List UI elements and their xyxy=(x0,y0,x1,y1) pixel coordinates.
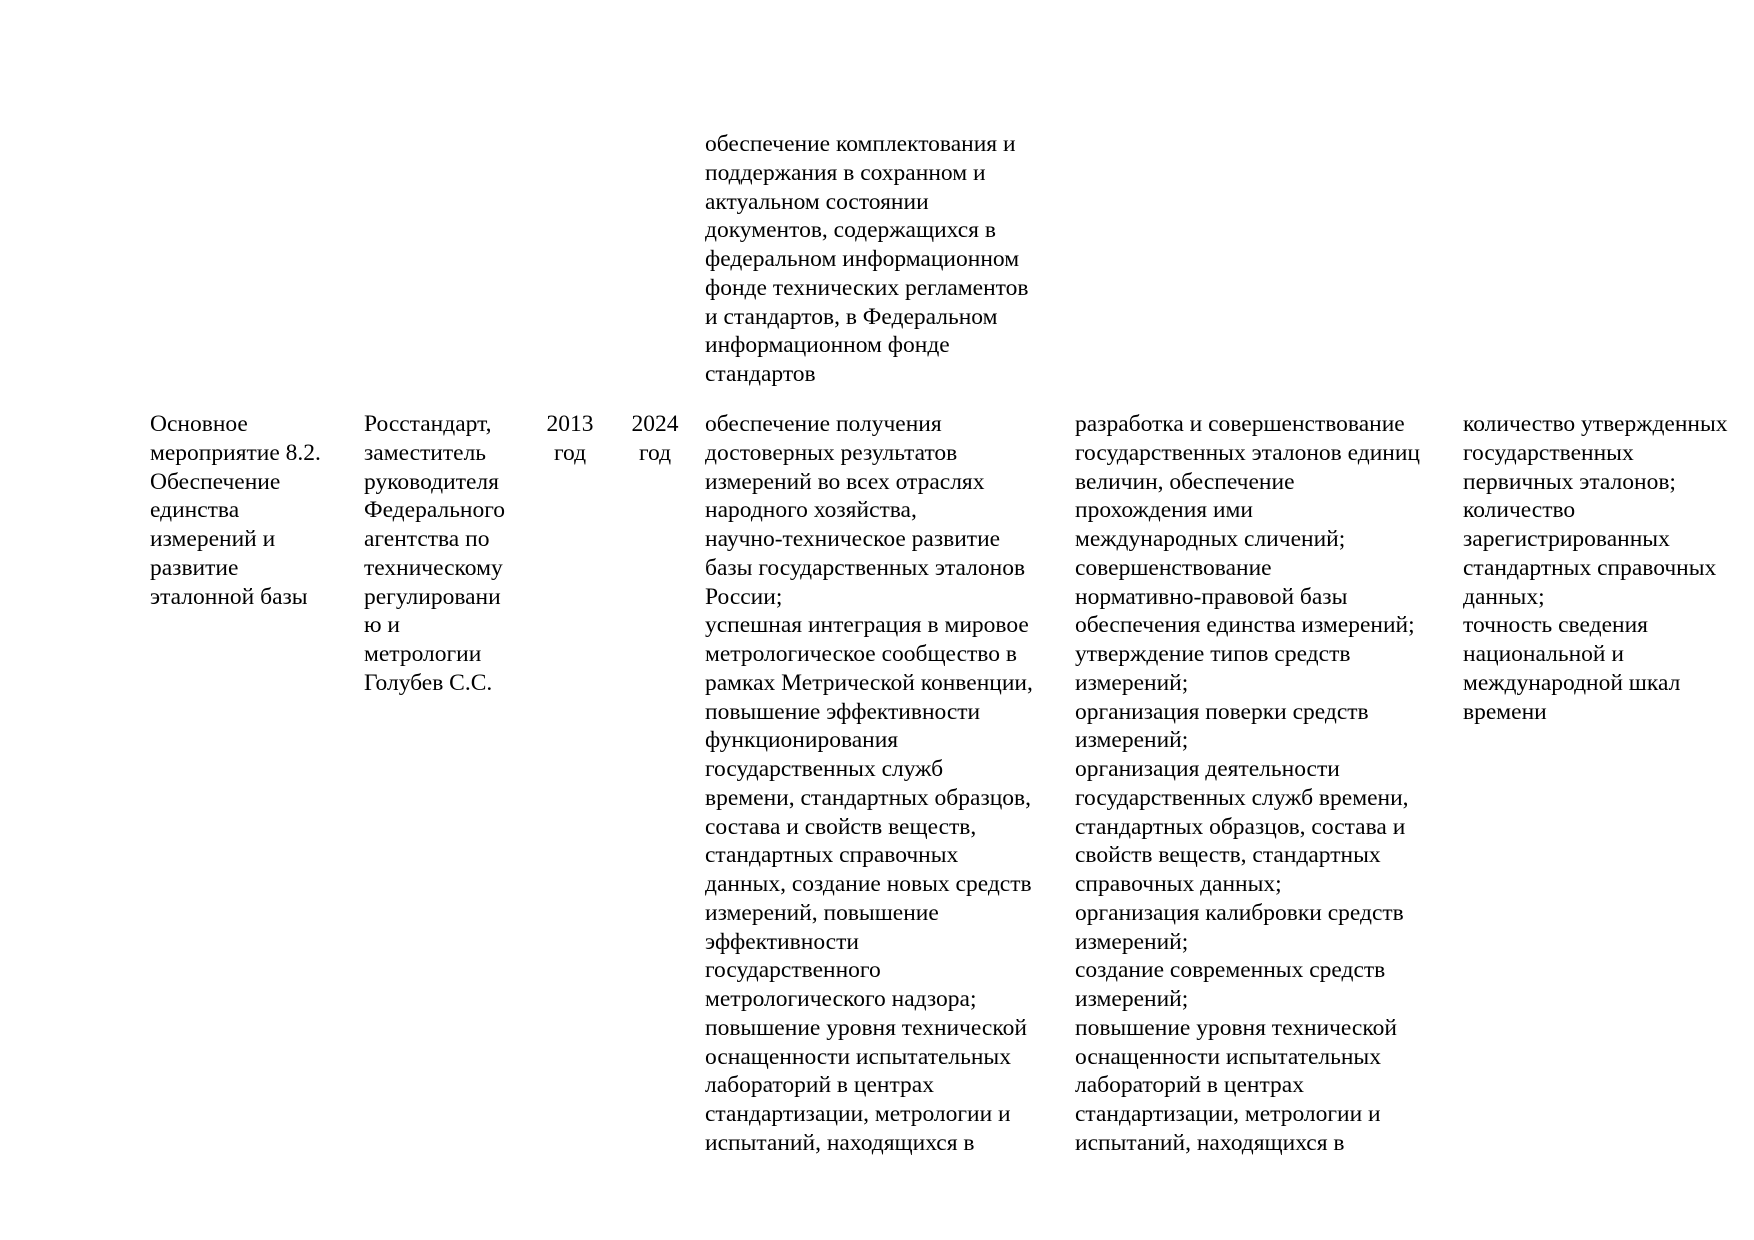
text-line: обеспечение комплектования и xyxy=(705,131,1016,157)
text-line: стандартных справочных xyxy=(705,842,959,869)
text-line: успешная интеграция в мировое xyxy=(705,612,1029,639)
text-line: агентства по xyxy=(364,526,490,552)
text-line: состава и свойств веществ, xyxy=(705,813,977,840)
text-line: рамках Метрической конвенции, xyxy=(705,669,1033,696)
activity-content-cell xyxy=(1075,410,1455,1158)
text-line: эффективности xyxy=(705,928,859,955)
text-line: измерений и xyxy=(150,526,276,552)
text-line: зарегистрированных xyxy=(1463,526,1670,552)
text-line: народного хозяйства, xyxy=(705,497,917,524)
text-line: государственных xyxy=(1463,439,1634,466)
text-line: стандартов xyxy=(705,361,816,387)
text-line: измерений; xyxy=(1075,928,1189,955)
text-line: год xyxy=(638,439,672,466)
text-line: стандартизации, метрологии и xyxy=(705,1101,1011,1127)
text-line: лабораторий в центрах xyxy=(705,1072,934,1099)
text-line: свойств веществ, стандартных xyxy=(1075,842,1381,869)
text-line: Обеспечение xyxy=(150,468,281,495)
text-line: лабораторий в центрах xyxy=(1075,1072,1304,1099)
text-line: научно-техническое развитие xyxy=(705,526,1001,552)
text-line: национальной и xyxy=(1463,641,1624,667)
text-line: утверждение типов средств xyxy=(1075,641,1351,667)
text-line: стандартных справочных xyxy=(1463,554,1717,581)
text-line: величин, обеспечение xyxy=(1075,468,1295,495)
text-line: государственного xyxy=(705,957,881,984)
text-line: и стандартов, в Федеральном xyxy=(705,303,998,330)
text-line: государственных служб xyxy=(705,756,944,782)
text-line: времени xyxy=(1463,698,1547,725)
text-line: организация поверки средств xyxy=(1075,698,1369,725)
text-line: измерений; xyxy=(1075,727,1189,754)
text-line: данных; xyxy=(1463,583,1545,610)
text-line: Федерального xyxy=(364,497,506,524)
text-line: информационном фонде xyxy=(705,332,950,359)
start-year-cell xyxy=(540,410,600,468)
indicators-cell xyxy=(1463,410,1753,726)
text-line: государственных служб времени, xyxy=(1075,784,1409,811)
text-line: прохождения ими xyxy=(1075,497,1253,524)
text-line: данных, создание новых средств xyxy=(705,871,1032,897)
text-line: регулировани xyxy=(364,583,501,610)
text-line: организация калибровки средств xyxy=(1075,899,1404,926)
text-line: оснащенности испытательных xyxy=(705,1043,1011,1070)
text-line: времени, стандартных образцов, xyxy=(705,784,1032,811)
text-line: стандартизации, метрологии и xyxy=(1075,1101,1381,1127)
responsible-executor-cell xyxy=(364,410,534,698)
activity-name-cell xyxy=(150,410,350,611)
text-line: Росстандарт, xyxy=(364,411,492,437)
text-line: достоверных результатов xyxy=(705,439,958,466)
text-line: документов, содержащихся в xyxy=(705,217,996,244)
text-line: России; xyxy=(705,583,783,610)
text-line: количество утвержденных xyxy=(1463,411,1728,437)
text-line: организация деятельности xyxy=(1075,756,1340,782)
text-line: развитие xyxy=(150,554,239,581)
text-line: эталонной базы xyxy=(150,583,308,610)
text-line: 2024 xyxy=(631,411,679,437)
text-line: испытаний, находящихся в xyxy=(705,1129,975,1156)
text-line: метрологического надзора; xyxy=(705,986,977,1012)
text-line: 2013 xyxy=(546,411,594,437)
text-line: фонде технических регламентов xyxy=(705,274,1029,301)
end-year-cell xyxy=(625,410,685,468)
text-line: Основное xyxy=(150,411,248,437)
text-line: измерений, повышение xyxy=(705,899,939,926)
text-line: базы государственных эталонов xyxy=(705,554,1026,581)
text-line: обеспечение получения xyxy=(705,411,942,437)
text-line: разработка и совершенствование xyxy=(1075,411,1405,437)
text-line: ю и xyxy=(364,612,401,639)
text-line: справочных данных; xyxy=(1075,871,1282,897)
text-line: измерений; xyxy=(1075,986,1189,1012)
text-line: актуальном состоянии xyxy=(705,188,929,215)
text-line: совершенствование xyxy=(1075,554,1272,581)
text-line: функционирования xyxy=(705,727,899,754)
text-line: количество xyxy=(1463,497,1576,524)
text-line: измерений во всех отраслях xyxy=(705,468,985,495)
text-line: руководителя xyxy=(364,468,499,495)
text-line: единства xyxy=(150,497,240,524)
text-line: создание современных средств xyxy=(1075,957,1386,984)
text-line: стандартных образцов, состава и xyxy=(1075,813,1406,840)
text-line: повышение уровня технической xyxy=(1075,1014,1397,1041)
text-line: поддержания в сохранном и xyxy=(705,159,986,186)
text-line: метрологии xyxy=(364,641,482,667)
text-line: повышение уровня технической xyxy=(705,1014,1027,1041)
text-line: мероприятие 8.2. xyxy=(150,439,321,466)
text-line: техническому xyxy=(364,554,503,581)
text-line: нормативно-правовой базы xyxy=(1075,583,1348,610)
text-line: метрологическое сообщество в xyxy=(705,641,1017,667)
text-line: федеральном информационном xyxy=(705,246,1020,272)
text-line: повышение эффективности xyxy=(705,698,981,725)
text-line: заместитель xyxy=(364,439,487,466)
text-line: государственных эталонов единиц xyxy=(1075,439,1421,466)
text-line: год xyxy=(553,439,587,466)
text-line: измерений; xyxy=(1075,669,1189,696)
text-line: первичных эталонов; xyxy=(1463,468,1676,495)
text-line: оснащенности испытательных xyxy=(1075,1043,1381,1070)
text-line: международных сличений; xyxy=(1075,526,1346,552)
text-line: точность сведения xyxy=(1463,612,1648,639)
expected-outcome-cell xyxy=(705,410,1065,1158)
continuation-outcome-cell xyxy=(705,130,1065,389)
text-line: испытаний, находящихся в xyxy=(1075,1129,1345,1156)
text-line: международной шкал xyxy=(1463,669,1681,696)
text-line: обеспечения единства измерений; xyxy=(1075,612,1415,639)
text-line: Голубев С.С. xyxy=(364,669,493,696)
